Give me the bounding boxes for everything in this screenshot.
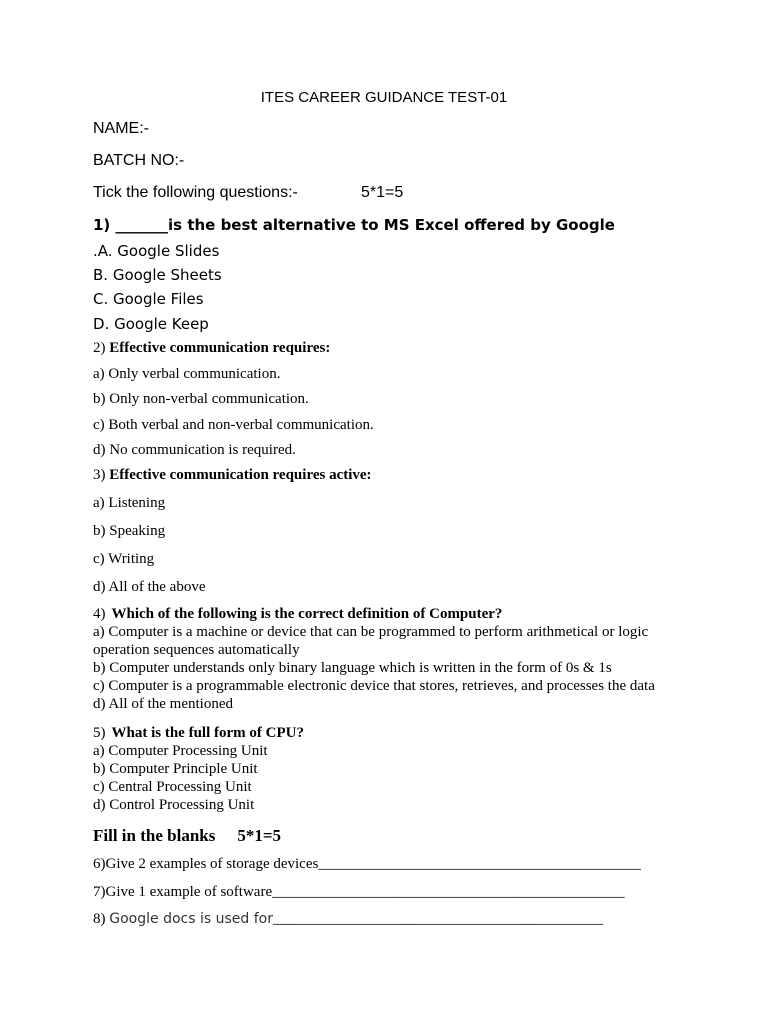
q2-option-d: d) No communication is required. bbox=[93, 442, 296, 458]
question-8-text: Google docs is used for bbox=[109, 911, 273, 927]
batch-label: BATCH NO:- bbox=[93, 152, 185, 169]
q5-option-a: a) Computer Processing Unit bbox=[93, 743, 268, 759]
question-1-text: is the best alternative to MS Excel offered by Google bbox=[168, 216, 615, 234]
q1-option-c: C. Google Files bbox=[93, 290, 204, 308]
question-4 bbox=[93, 606, 502, 623]
question-5-text: What is the full form of CPU? bbox=[111, 725, 304, 741]
q5-option-d: d) Control Processing Unit bbox=[93, 797, 255, 813]
question-1-blank: _______ bbox=[115, 216, 169, 234]
section-heading-fill-text: Fill in the blanks bbox=[93, 826, 216, 845]
question-2-number: 2) bbox=[93, 340, 106, 356]
q5-option-c: c) Central Processing Unit bbox=[93, 779, 252, 795]
page-title: ITES CAREER GUIDANCE TEST-01 bbox=[260, 89, 508, 106]
question-3 bbox=[93, 467, 372, 484]
q2-option-c: c) Both verbal and non-verbal communication. bbox=[93, 417, 374, 433]
section-heading-tick: Tick the following questions:- bbox=[93, 184, 298, 201]
q1-option-a: .A. Google Slides bbox=[93, 242, 220, 260]
question-1 bbox=[93, 216, 615, 234]
question-4-number: 4) bbox=[93, 606, 106, 622]
q4-option-b: b) Computer understands only binary language which is written in the form of 0s & 1s bbox=[93, 660, 612, 676]
question-5 bbox=[93, 725, 304, 742]
q2-option-b: b) Only non-verbal communication. bbox=[93, 391, 309, 407]
section-heading-fill bbox=[93, 826, 281, 846]
question-4-text: Which of the following is the correct definition of Computer? bbox=[111, 606, 503, 622]
question-8 bbox=[93, 911, 603, 928]
question-7: 7)Give 1 example of software_______________________________________________ bbox=[93, 884, 625, 900]
question-3-text: Effective communication requires active: bbox=[109, 467, 372, 483]
q4-option-d: d) All of the mentioned bbox=[93, 696, 233, 712]
q1-option-b: B. Google Sheets bbox=[93, 266, 222, 284]
q3-option-d: d) All of the above bbox=[93, 579, 206, 595]
question-2-text: Effective communication requires: bbox=[109, 340, 331, 356]
section-marks-fill: 5*1=5 bbox=[237, 826, 282, 845]
question-5-number: 5) bbox=[93, 725, 106, 741]
q3-option-b: b) Speaking bbox=[93, 523, 166, 539]
q2-option-a: a) Only verbal communication. bbox=[93, 366, 281, 382]
question-2 bbox=[93, 340, 330, 357]
q4-option-c: c) Computer is a programmable electronic device that stores, retrieves, and processes the data bbox=[93, 678, 655, 694]
q4-option-a-continued: operation sequences automatically bbox=[93, 642, 300, 658]
q1-option-d: D. Google Keep bbox=[93, 315, 209, 333]
question-8-number: 8) bbox=[93, 911, 106, 927]
q4-option-a: a) Computer is a machine or device that can be programmed to perform arithmetical or logic bbox=[93, 624, 649, 640]
question-6: 6)Give 2 examples of storage devices___________________________________________ bbox=[93, 856, 641, 872]
question-3-number: 3) bbox=[93, 467, 106, 483]
q3-option-a: a) Listening bbox=[93, 495, 166, 511]
q5-option-b: b) Computer Principle Unit bbox=[93, 761, 258, 777]
q3-option-c: c) Writing bbox=[93, 551, 155, 567]
name-label: NAME:- bbox=[93, 120, 149, 137]
question-1-number: 1) bbox=[93, 216, 111, 234]
section-marks-tick: 5*1=5 bbox=[361, 184, 404, 201]
question-8-answer-line: ____________________________________________ bbox=[272, 911, 603, 927]
